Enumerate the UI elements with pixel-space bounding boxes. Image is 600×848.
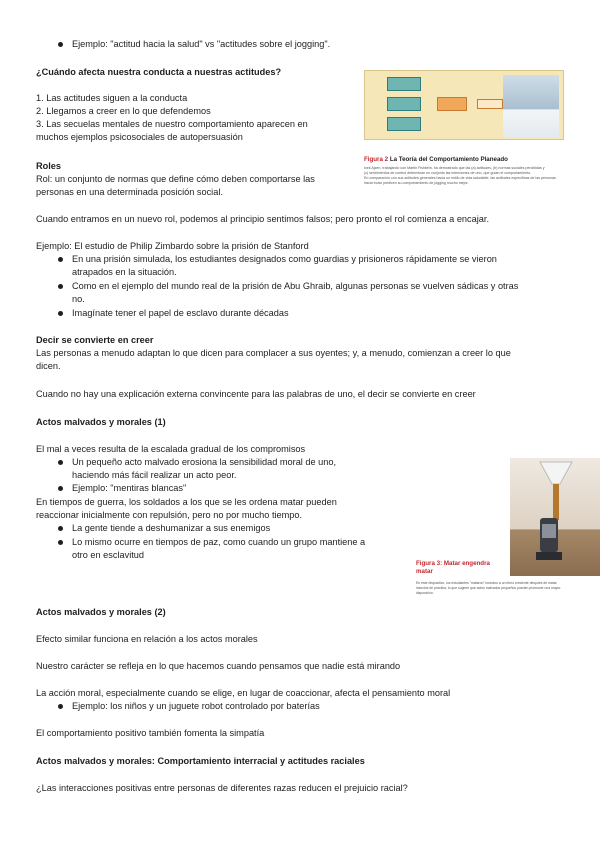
list-item: atrapados en la situación. xyxy=(72,267,177,277)
bullet-dot xyxy=(58,540,63,545)
jogger-photo xyxy=(503,75,559,137)
diagram-box xyxy=(437,97,467,111)
list-item: 2. Llegamos a creer en lo que defendemos xyxy=(36,106,211,116)
list-item: Ejemplo: los niños y un juguete robot controlado por baterías xyxy=(72,701,320,711)
figure-3-title: Figura 3: Matar engendra xyxy=(416,560,490,567)
caption-line: hacia trotar predicen su comportamiento de jogging mucho mejor. xyxy=(364,181,469,185)
caption-line: insectos de práctica, lo que sugiere que actos malvados pequeños pueden promover una mayor xyxy=(416,586,561,590)
figure-2-caption xyxy=(364,166,580,186)
roles-line: personas en una determinada posición social. xyxy=(36,187,223,197)
bullet-dot xyxy=(58,704,63,709)
interracial-paragraph: ¿Las interacciones positivas entre personas de diferentes razas reducen el prejuicio racial? xyxy=(36,783,408,793)
diagram-box xyxy=(387,117,421,131)
bullet-dot xyxy=(58,42,63,47)
diagram-box xyxy=(477,99,503,109)
bullet-dot xyxy=(58,460,63,465)
actos-paragraph: El mal a veces resulta de la escalada gradual de los compromisos xyxy=(36,444,306,454)
list-item: Un pequeño acto malvado erosiona la sensibilidad moral de uno, xyxy=(72,457,337,467)
actos2-paragraph: El comportamiento positivo también fomenta la simpatía xyxy=(36,728,265,738)
list-item: haciendo más fácil realizar un acto peor. xyxy=(72,470,237,480)
roles-paragraph: Ejemplo: El estudio de Philip Zimbardo sobre la prisión de Stanford xyxy=(36,241,309,251)
figure-2-caption-title xyxy=(364,153,508,166)
caption-line: disposición. xyxy=(416,591,434,595)
list-item: Como en el ejemplo del mundo real de la prisión de Abu Ghraib, algunas personas se vuelven sádicas y otras xyxy=(72,281,519,291)
list-item: Lo mismo ocurre en tiempos de paz, como cuando un grupo mantiene a xyxy=(72,537,366,547)
heading-roles: Roles xyxy=(36,161,62,171)
caption-line: En comparación con sus actitudes generales hacia un estilo de vida saludable, las actitudes específicas de las personas xyxy=(364,176,556,180)
list-item: 1. Las actitudes siguen a la conducta xyxy=(36,93,188,103)
figure-3-caption xyxy=(416,581,596,596)
heading-decir: Decir se convierte en creer xyxy=(36,335,154,345)
roles-line: Rol: un conjunto de normas que define cómo deben comportarse las xyxy=(36,174,315,184)
bullet-dot xyxy=(58,257,63,262)
caption-line: (c) sentimientos de control determinan en conjunto las intenciones de uno, que guían el comportamiento. xyxy=(364,171,532,175)
list-item: Ejemplo: "mentiras blancas" xyxy=(72,483,187,493)
caption-line: En este dispositivo, los estudiantes "mataron" insectos a un ritmo creciente después de matar xyxy=(416,581,557,585)
top-bullet-text: Ejemplo: "actitud hacia la salud" vs "actitudes sobre el jogging". xyxy=(72,39,331,49)
caption-line: Icek Ajzen, trabajando con Martin Fishbein, ha demostrado que las (a) actitudes, (b) normas sociales percibidas y xyxy=(364,166,545,170)
decir-line: dicen. xyxy=(36,361,61,371)
actos2-paragraph: Efecto similar funciona en relación a los actos morales xyxy=(36,634,258,644)
heading-actos-2: Actos malvados y morales (2) xyxy=(36,607,166,617)
decir-paragraph: Cuando no hay una explicación externa convincente para las palabras de uno, el decir se convierte en creer xyxy=(36,389,476,399)
bullet-dot xyxy=(58,526,63,531)
list-item: no. xyxy=(72,294,85,304)
list-item: La gente tiende a deshumanizar a sus enemigos xyxy=(72,523,271,533)
bullet-dot xyxy=(58,284,63,289)
heading-interracial: Actos malvados y morales: Comportamiento interracial y actitudes raciales xyxy=(36,756,365,766)
list-item: muchos ejemplos psicosociales de autopersuasión xyxy=(36,132,243,142)
figure-2-diagram xyxy=(364,70,564,140)
figure-3-title: matar xyxy=(416,568,433,575)
list-item: otro en esclavitud xyxy=(72,550,145,560)
bullet-dot xyxy=(58,486,63,491)
bug-killing-device-icon xyxy=(510,458,600,576)
actos2-paragraph: Nuestro carácter se refleja en lo que hacemos cuando pensamos que nadie está mirando xyxy=(36,661,401,671)
roles-paragraph: Cuando entramos en un nuevo rol, podemos al principio sentimos falsos; pero pronto el rol comienza a encajar. xyxy=(36,214,489,224)
decir-line: Las personas a menudo adaptan lo que dicen para complacer a sus oyentes; y, a menudo, comienzan a creer lo que xyxy=(36,348,511,358)
list-item: 3. Las secuelas mentales de nuestro comportamiento aparecen en xyxy=(36,119,308,129)
diagram-box xyxy=(387,97,421,111)
figure-3-photo xyxy=(510,458,600,576)
actos-line: En tiempos de guerra, los soldados a los que se les ordena matar pueden xyxy=(36,497,337,507)
heading-actos-1: Actos malvados y morales (1) xyxy=(36,417,166,427)
actos-line: reaccionar inicialmente con repulsión, pero no por mucho tiempo. xyxy=(36,510,303,520)
figure-2-label: Figura 2 xyxy=(364,156,389,163)
figure-3-caption-title xyxy=(416,560,490,576)
actos2-paragraph: La acción moral, especialmente cuando se elige, en lugar de coaccionar, afecta el pensamiento moral xyxy=(36,688,451,698)
list-item: Imagínate tener el papel de esclavo durante décadas xyxy=(72,308,289,318)
heading-cuando-afecta: ¿Cuándo afecta nuestra conducta a nuestras actitudes? xyxy=(36,67,282,77)
diagram-box xyxy=(387,77,421,91)
figure-2-title: La Teoría del Comportamiento Planeado xyxy=(389,156,508,163)
list-item: En una prisión simulada, los estudiantes designados como guardias y prisioneros rápidamente se vieron xyxy=(72,254,497,264)
bullet-dot xyxy=(58,311,63,316)
